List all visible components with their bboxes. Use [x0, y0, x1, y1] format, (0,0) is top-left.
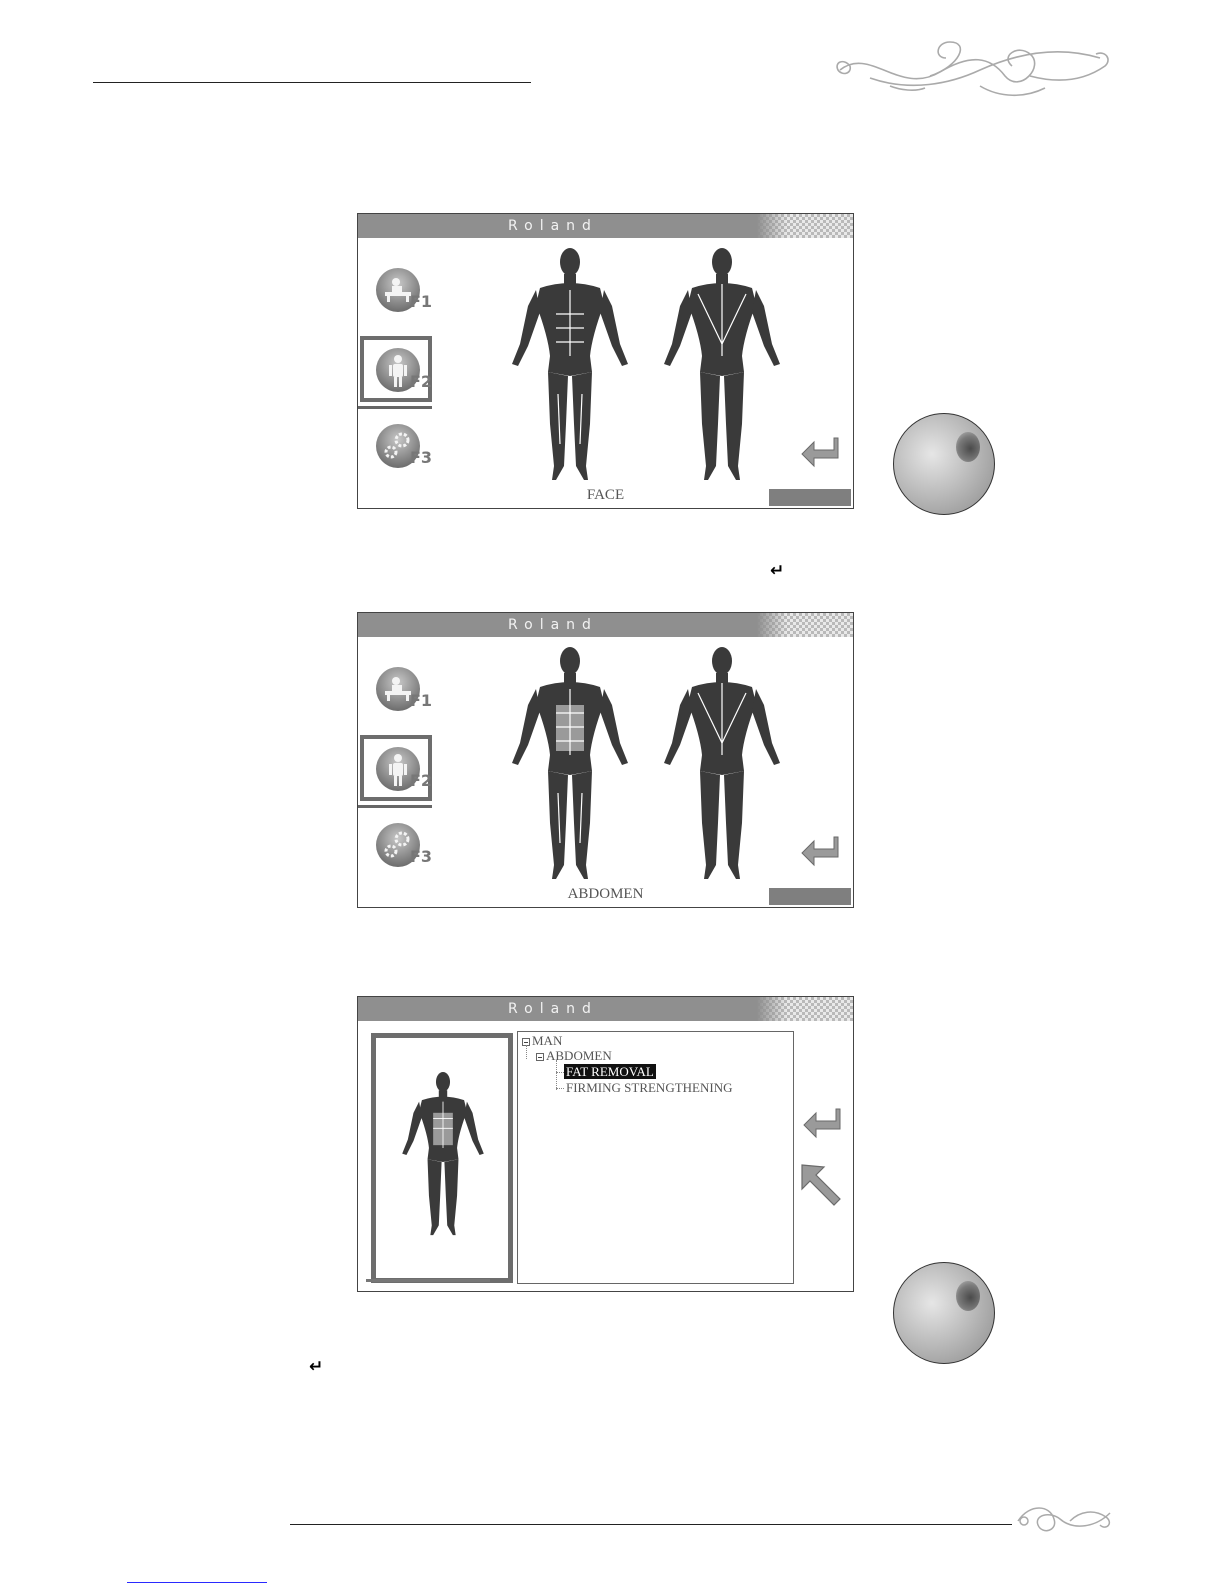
status-box [769, 888, 851, 905]
collapse-toggle-icon[interactable] [536, 1053, 544, 1061]
title-mosaic [757, 214, 853, 238]
rotary-knob[interactable] [893, 1262, 995, 1364]
selection-underline [358, 406, 432, 409]
selection-underline [358, 805, 432, 808]
title-bar [358, 613, 853, 637]
title-mosaic [757, 997, 853, 1021]
f1-label: F1 [410, 691, 433, 710]
return-arrow-icon[interactable] [802, 1107, 844, 1141]
title-bar [358, 214, 853, 238]
device-screen-face [357, 213, 854, 509]
f2-body-button[interactable] [370, 342, 440, 402]
program-tree [517, 1031, 794, 1284]
return-arrow-icon[interactable] [800, 835, 842, 869]
selected-region-label: FACE [586, 487, 625, 503]
device-screen-abdomen [357, 612, 854, 908]
f1-treatment-button[interactable] [370, 262, 440, 322]
body-preview-figure [398, 1060, 488, 1250]
footer-link-underline[interactable] [127, 1582, 267, 1583]
rotary-knob[interactable] [893, 413, 995, 515]
preview-shadow [366, 1279, 490, 1282]
tree-node-group[interactable] [536, 1048, 612, 1063]
body-front-figure[interactable] [506, 643, 634, 887]
body-back-figure[interactable] [658, 244, 786, 488]
tree-connector [556, 1072, 564, 1073]
body-back-figure[interactable] [658, 643, 786, 887]
footer-rule [290, 1524, 1012, 1525]
app-title: Roland [508, 218, 598, 234]
app-title: Roland [508, 1001, 598, 1017]
tree-item-firming[interactable] [566, 1080, 732, 1095]
tree-node-group-label: ABDOMEN [546, 1048, 612, 1063]
return-arrow-icon[interactable] [800, 436, 842, 470]
f1-treatment-button[interactable] [370, 661, 440, 721]
f2-body-button[interactable] [370, 741, 440, 801]
body-front-figure[interactable] [506, 244, 634, 488]
footer-ornament-swirl [1010, 1497, 1120, 1539]
f3-label: F3 [410, 847, 433, 866]
tree-node-root-label: MAN [532, 1033, 563, 1048]
knob-dimple [956, 432, 980, 462]
tree-connector [556, 1060, 557, 1090]
header-rule [93, 82, 531, 83]
f3-settings-button[interactable] [370, 418, 440, 478]
body-preview-frame [371, 1033, 513, 1283]
title-mosaic [757, 613, 853, 637]
up-left-arrow-icon[interactable] [798, 1161, 844, 1207]
tree-connector [556, 1088, 564, 1089]
status-box [769, 489, 851, 506]
f1-label: F1 [410, 292, 433, 311]
knob-dimple [956, 1281, 980, 1311]
ornament-swirl [830, 36, 1115, 104]
title-bar [358, 997, 853, 1021]
app-title: Roland [508, 617, 598, 633]
tree-item-label: FAT REMOVAL [566, 1064, 654, 1079]
tree-connector [526, 1045, 527, 1059]
tree-node-root[interactable] [522, 1033, 562, 1048]
f3-label: F3 [410, 448, 433, 467]
f2-label: F2 [410, 771, 433, 790]
enter-key-icon: ↵ [309, 1357, 324, 1377]
tree-item-label: FIRMING STRENGTHENING [566, 1080, 733, 1095]
tree-item-fat-removal[interactable] [564, 1064, 656, 1079]
f3-settings-button[interactable] [370, 817, 440, 877]
device-screen-program-tree [357, 996, 854, 1292]
enter-key-icon: ↵ [770, 561, 785, 581]
selected-region-label: ABDOMEN [567, 886, 644, 902]
f2-label: F2 [410, 372, 433, 391]
